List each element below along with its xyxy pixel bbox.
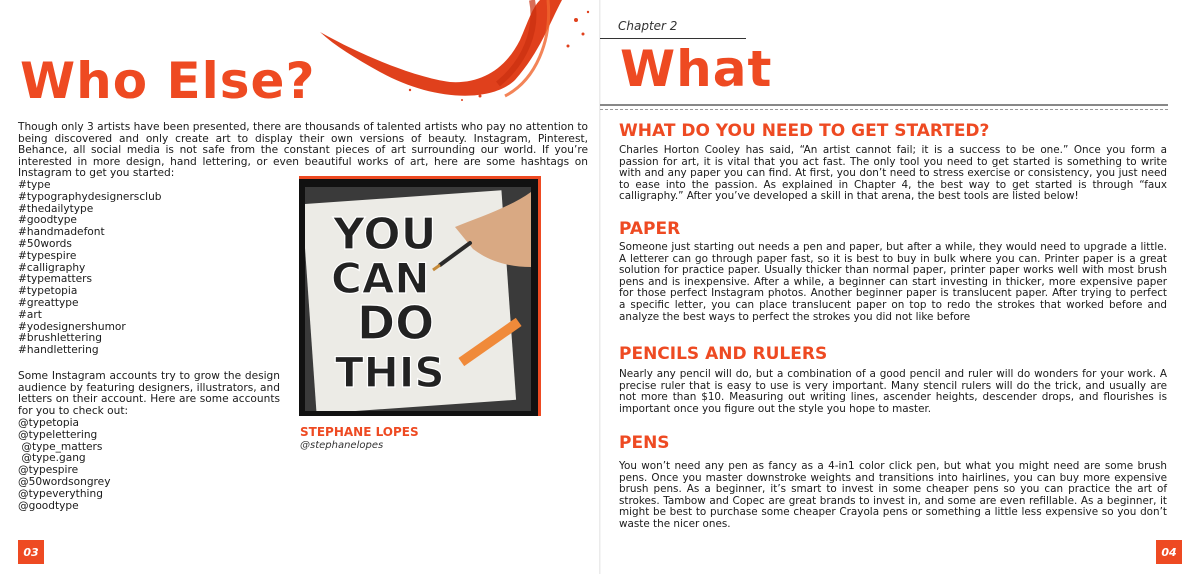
account-item: @type.gang [18, 452, 86, 465]
section-heading: WHAT DO YOU NEED TO GET STARTED? [619, 121, 990, 141]
hashtag-item: #brushlettering [18, 332, 102, 345]
hashtag-item: #greattype [18, 296, 79, 309]
section-body: Charles Horton Cooley has said, “An artist cannot fail; it is a success to be one.” Once you form a passion for art, it is vital that you act fast. The only tool you need to get started is something to write with and any paper you can find. At first, you don’t need to stress exercise or consistency, you just need to ease into the passion. As explained in Chapter 4, the best way to get started is through “faux calligraphy.” After you’ve developed a skill in that arena, the best tools are listed below! [619, 144, 1167, 203]
account-item: @typespire [18, 464, 79, 477]
chapter-rule [600, 38, 746, 39]
section-body: You won’t need any pen as fancy as a 4-in1 color click pen, but what you might need are some brush pens. Once you master downstroke weights and transitions into hairlines, you can buy more expensive brush pens. As a beginner, it’s smart to invest in some cheaper pens so you can practice the art of strokes. Tambow and Copec are great brands to invest in, and some are even refillable. As a beginner, it might be best to purchase some cheaper Crayola pens or something a little less expensive so you don’t waste the nicer ones. [619, 460, 1167, 530]
hashtag-item: #50words [18, 237, 72, 250]
lettering-artwork-image [305, 187, 531, 411]
account-item: @typetopia [18, 417, 80, 429]
hashtag-item: #typespire [18, 249, 77, 262]
hashtag-item: #handmadefont [18, 226, 105, 239]
hashtag-item: #calligraphy [18, 261, 86, 274]
hashtag-item: #typetopia [18, 285, 78, 298]
hashtag-item: #handlettering [18, 344, 99, 357]
hashtag-item: #typographydesignersclub [18, 190, 162, 203]
title-rule-dashed [600, 109, 1168, 110]
photo-frame [299, 176, 541, 416]
hashtag-item: #typematters [18, 273, 93, 286]
hashtag-item: #yodesignershumor [18, 320, 126, 333]
account-item: @typelettering [18, 428, 98, 441]
photo-credit-name: STEPHANE LOPES [300, 425, 419, 439]
hashtag-list [18, 180, 278, 357]
section-heading: PENS [619, 433, 670, 453]
account-item: @typeverything [18, 487, 103, 500]
page-number: 04 [1156, 540, 1182, 564]
account-item: @goodtype [18, 499, 79, 512]
lettering-photo [305, 187, 531, 411]
brush-stroke-decoration [300, 0, 600, 110]
account-item: @50wordsongrey [18, 475, 111, 488]
account-list [18, 418, 278, 512]
section-body: Nearly any pencil will do, but a combination of a good pencil and ruler will do wonders for your work. A precise ruler that is easy to use is very important. Many stencil rulers will do the trick, and usually are not more than $10. Measuring out writing lines, ascender heights, descender drops, and flourishes is important once you figure out the style you hope to master. [619, 368, 1167, 415]
hashtag-item: #thedailytype [18, 202, 94, 215]
hashtag-item: #art [18, 308, 42, 321]
chapter-label: Chapter 2 [618, 19, 678, 33]
photo-credit-handle: @stephanelopes [300, 440, 384, 451]
hashtag-item: #goodtype [18, 214, 77, 227]
title-rule [600, 104, 1168, 106]
lettering-can: CAN [331, 254, 430, 303]
intro-paragraph: Though only 3 artists have been presented, there are thousands of talented artists who pay no attention to being discovered and only create art to display their own versions of beauty. Instagram, Pinterest, Behance, all social media is not safe from the constant pieces of art surrounding our world. If you’re interested in more design, hand lettering, or even beautiful works of art, here are some hashtags on Instagram to get you started: [18, 121, 588, 180]
page-title: What [620, 40, 773, 98]
page-title: Who Else? [20, 52, 316, 110]
page-number: 03 [18, 540, 44, 564]
lettering-this: THIS [335, 348, 445, 397]
section-heading: PAPER [619, 219, 681, 239]
section-body: Someone just starting out needs a pen and paper, but after a while, they would need to upgrade a little. A letterer can go through paper fast, so it is best to buy in bulk where you can. Printer paper is a great solution for practice paper. Usually thicker than normal paper, printer paper works well with most brush pens and is inexpensive. After a while, a beginner can start investing in thicker, more expensive paper for those perfect Instagram photos. Another beginner paper is translucent paper. After trying to perfect a specific letter, you can place translucent paper on top to redo the strokes that worked before and analyze the best ways to perfect the strokes you did not like before [619, 241, 1167, 323]
lettering-you: YOU [333, 209, 437, 260]
lettering-do: DO [357, 296, 435, 350]
right-page [600, 0, 1200, 574]
section-heading: PENCILS AND RULERS [619, 344, 828, 364]
hashtag-item: #type [18, 179, 51, 191]
accounts-intro-paragraph: Some Instagram accounts try to grow the design audience by featuring designers, illustrators, and letters on their account. Here are some accounts for you to check out: [18, 370, 280, 417]
account-item: @type_matters [18, 440, 103, 453]
